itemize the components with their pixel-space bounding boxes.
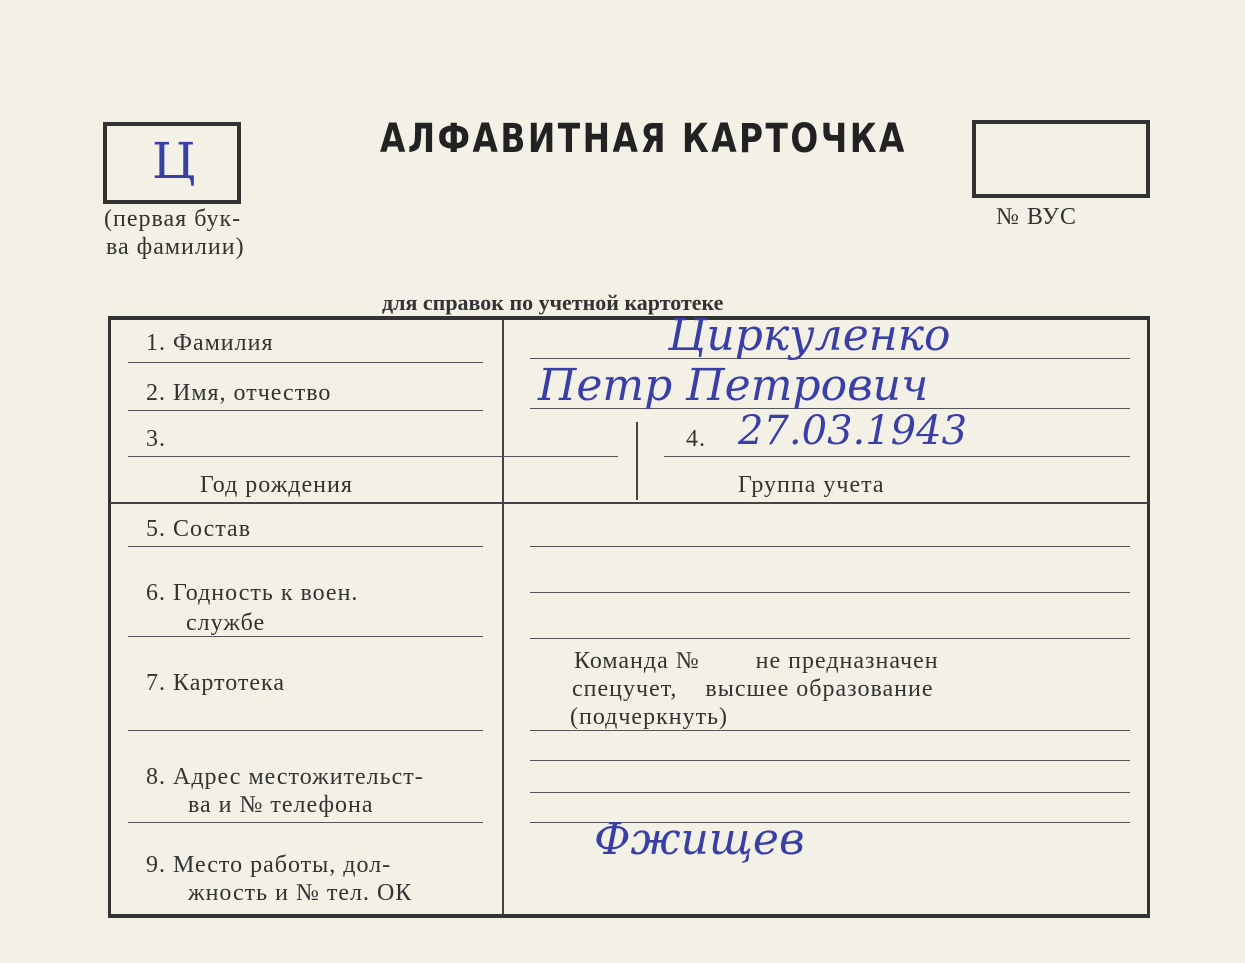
team-line-2: спецучет, высшее образование [572, 676, 934, 702]
letter-value: Ц [152, 132, 196, 190]
field-group-number: 4. [686, 426, 706, 452]
right-line-5 [530, 760, 1130, 761]
field-fitness-label-2: службе [186, 610, 266, 636]
field-surname-label: 1. Фамилия [146, 330, 274, 356]
field-composition-label: 5. Состав [146, 516, 252, 542]
right-line-3 [530, 638, 1130, 639]
field-fitness-label-line [128, 636, 483, 637]
field-name-label-line [128, 410, 483, 411]
field-address-label-2: ва и № телефона [188, 792, 374, 818]
right-line-4 [530, 730, 1130, 731]
field-group-line [664, 456, 1130, 457]
field-name-label: 2. Имя, отчество [146, 380, 332, 406]
field-name-value: Петр Петрович [538, 360, 929, 411]
right-line-1 [530, 546, 1130, 547]
table-right-border [1147, 318, 1150, 916]
letter-caption-1: (первая бук- [104, 206, 242, 232]
subtitle: для справок по учетной картотеке [382, 290, 724, 315]
team-line-3: (подчеркнуть) [570, 704, 729, 730]
field-address-label-1: 8. Адрес местожительст- [146, 764, 424, 790]
team-line-1: Команда № не предназначен [574, 648, 939, 674]
field-card-index-label-line [128, 730, 483, 731]
field-card-index-label: 7. Картотека [146, 670, 285, 696]
field-work-label-1: 9. Место работы, дол- [146, 852, 392, 878]
field3-4-divider [636, 422, 638, 500]
field-birthyear-caption: Год рождения [200, 472, 353, 498]
field-birthyear-line [128, 456, 618, 457]
vus-box [972, 120, 1150, 198]
field-surname-label-line [128, 362, 483, 363]
field-composition-label-line [128, 546, 483, 547]
row-divider-1-2 [110, 502, 1148, 504]
field-surname-value: Циркуленко [668, 310, 951, 361]
field-fitness-label-1: 6. Годность к воен. [146, 580, 359, 606]
vus-label: № ВУС [996, 204, 1077, 230]
table-bottom-border [108, 914, 1150, 918]
letter-caption-2: ва фамилии) [106, 234, 245, 260]
field-work-label-2: жность и № тел. ОК [188, 880, 413, 906]
field-address-label-line [128, 822, 483, 823]
right-line-6 [530, 792, 1130, 793]
field-group-caption: Группа учета [738, 472, 885, 498]
field-birthyear-number: 3. [146, 426, 166, 452]
field-work-value: Фжищев [594, 814, 805, 865]
column-divider-lower [502, 504, 504, 914]
table-left-border [108, 318, 111, 916]
column-divider [502, 320, 504, 502]
page-title: АЛФАВИТНАЯ КАРТОЧКА [380, 116, 907, 162]
table-top-border [108, 316, 1150, 320]
field-group-value: 27.03.1943 [738, 408, 968, 454]
right-line-2 [530, 592, 1130, 593]
